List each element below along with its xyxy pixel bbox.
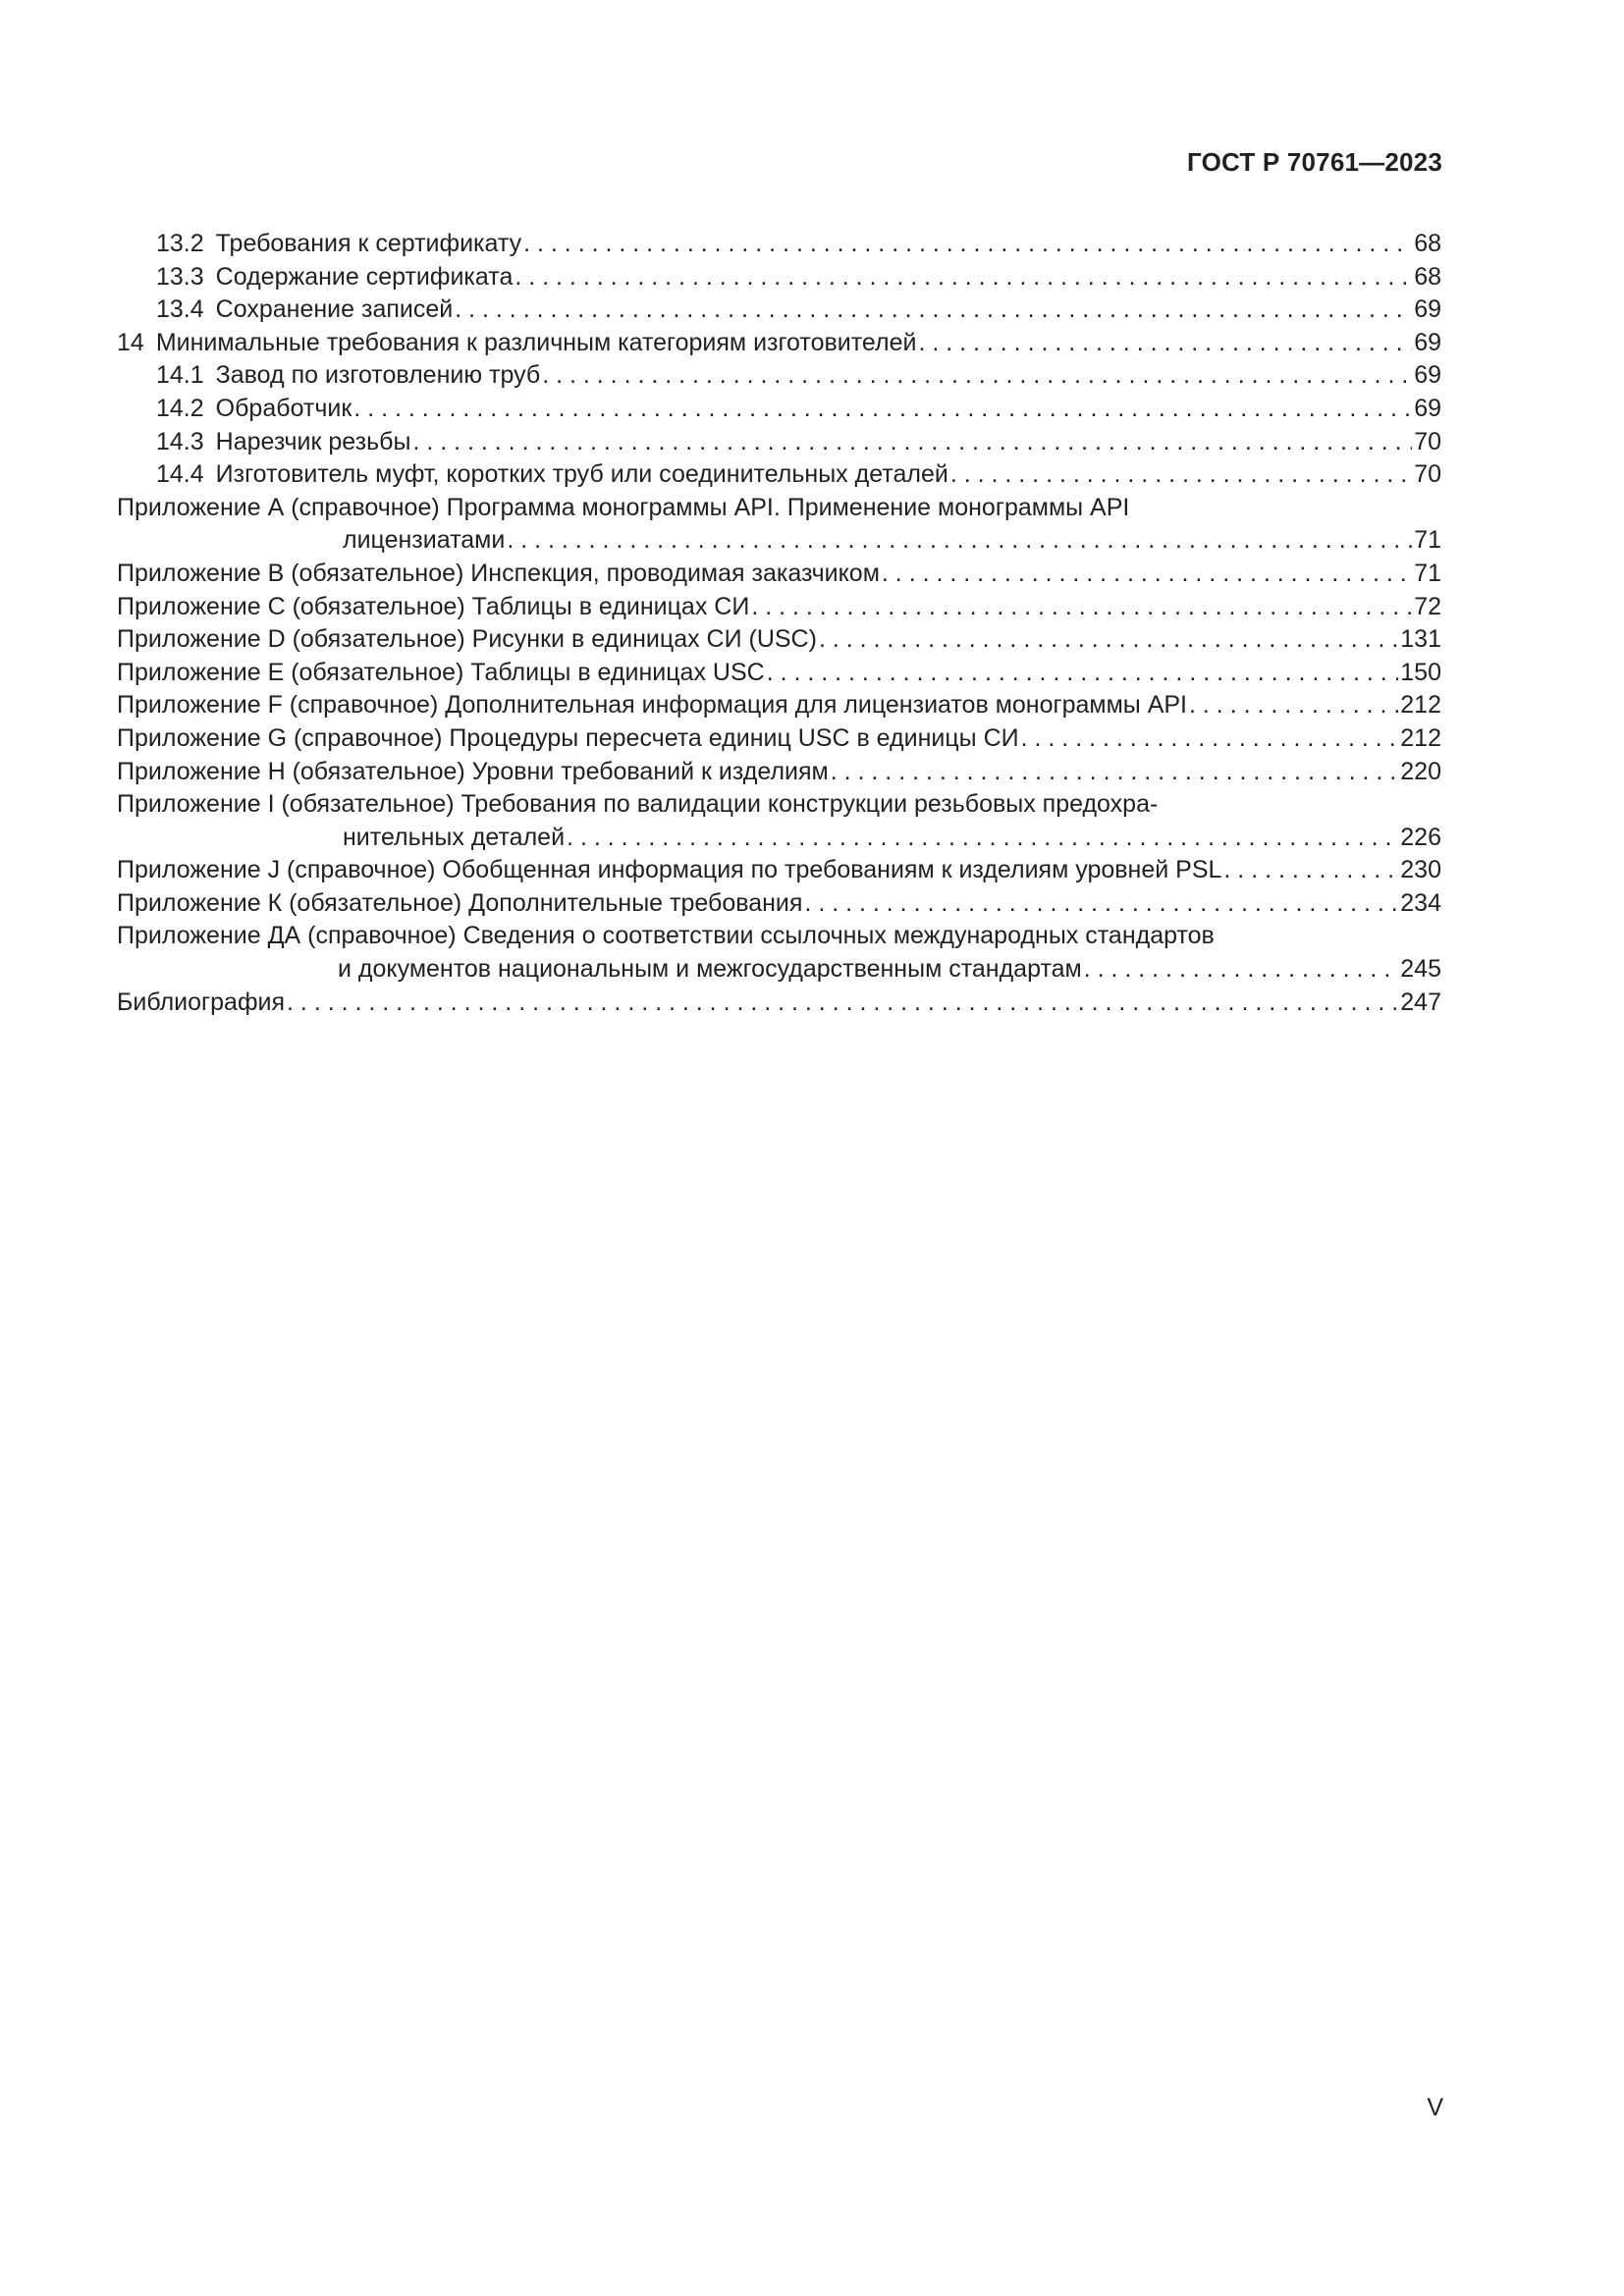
toc-entry-text: Требования к сертификату [215, 230, 522, 257]
toc-entry[interactable] [117, 359, 1441, 393]
toc-entry-title [117, 591, 749, 624]
document-code: ГОСТ Р 70761—2023 [1187, 147, 1442, 177]
toc-entry-text: Изготовитель муфт, коротких труб или соединительных деталей [215, 460, 948, 489]
toc-entry-text: Приложение J (справочное) Обобщенная информация по требованиям к изделиям уровней PSL [117, 856, 1222, 884]
toc-entry-title [117, 788, 1441, 822]
toc-entry-title [156, 393, 352, 426]
toc-entry-title [338, 953, 1082, 987]
toc-entry-number: 14.4 [156, 460, 204, 489]
toc-entry[interactable] [117, 623, 1441, 657]
toc-entry-page: 69 [1414, 328, 1441, 356]
page-number: V [1427, 2094, 1443, 2121]
toc-entry-text: Приложение В (обязательное) Инспекция, проводимая заказчиком [117, 559, 880, 587]
dot-leader [804, 887, 1398, 921]
toc-entry[interactable] [117, 458, 1441, 492]
toc-entry-page: 212 [1400, 691, 1441, 720]
toc-entry[interactable] [117, 591, 1441, 624]
toc-entry-page: 150 [1400, 658, 1441, 686]
toc-entry-page: 245 [1400, 955, 1441, 984]
toc-entry-title [343, 822, 565, 855]
toc-entry-title [343, 524, 505, 558]
toc-entry-text: Приложение G (справочное) Процедуры пересчета единиц USC в единицы СИ [117, 723, 1019, 752]
toc-entry[interactable] [117, 393, 1441, 426]
toc-entry-number: 13.4 [156, 295, 204, 324]
toc-entry-page: 226 [1400, 823, 1441, 851]
dot-leader [567, 822, 1398, 855]
dot-leader [950, 458, 1412, 492]
toc-entry-title [117, 689, 1187, 722]
toc-entry-title [117, 492, 1441, 525]
dot-leader [767, 657, 1399, 690]
toc-entry-text: Библиография [117, 988, 286, 1016]
dot-leader [1021, 722, 1399, 756]
dot-leader [918, 327, 1412, 360]
toc-entry-page: 234 [1400, 888, 1441, 917]
toc-entry-page: 69 [1414, 295, 1441, 324]
toc-entry-title [156, 359, 540, 393]
toc-entry-text: Приложение Е (обязательное) Таблицы в единицах USC [117, 658, 765, 686]
toc-entry-page: 131 [1400, 625, 1441, 654]
toc-entry[interactable] [117, 492, 1441, 525]
toc-entry-title [117, 756, 829, 789]
toc-entry-page: 230 [1400, 856, 1441, 884]
toc-entry-page: 72 [1414, 592, 1441, 620]
toc-entry-text: Приложение ДА (справочное) Сведения о соответствии ссылочных международных стандартов [117, 922, 1215, 950]
dot-leader [1189, 689, 1398, 722]
toc-entry[interactable] [117, 756, 1441, 789]
toc-entry[interactable] [117, 524, 1441, 558]
toc-entry[interactable] [117, 722, 1441, 756]
toc-entry-title [117, 327, 916, 360]
toc-entry-text: и документов национальным и межгосударственным стандартам [338, 955, 1082, 984]
toc-entry-title [117, 722, 1019, 756]
toc-entry-page: 69 [1414, 361, 1441, 390]
toc-entry-page: 68 [1414, 230, 1441, 257]
toc-entry-text: Приложение С (обязательное) Таблицы в единицах СИ [117, 592, 750, 620]
toc-entry[interactable] [117, 822, 1441, 855]
toc-entry[interactable] [117, 887, 1441, 921]
toc-entry-title [156, 458, 948, 492]
toc-entry-text: Минимальные требования к различным категориям изготовителей [155, 328, 917, 356]
toc-entry[interactable] [117, 920, 1441, 953]
toc-entry[interactable] [117, 327, 1441, 360]
dot-leader [514, 261, 1412, 294]
toc-entry-page: 71 [1414, 559, 1441, 587]
toc-entry-title [117, 920, 1441, 953]
dot-leader [1223, 854, 1398, 887]
toc-entry-page: 247 [1400, 988, 1441, 1016]
toc-entry-title [117, 854, 1221, 887]
toc-entry-title [117, 558, 880, 591]
dot-leader [542, 359, 1412, 393]
dot-leader [882, 558, 1412, 591]
toc-entry-page: 71 [1414, 526, 1441, 555]
dot-leader [831, 756, 1399, 789]
toc-entry[interactable] [117, 657, 1441, 690]
toc-entry-title [117, 887, 802, 921]
dot-leader [819, 623, 1398, 657]
toc-entry-number: 13.3 [156, 262, 204, 291]
toc-entry[interactable] [117, 953, 1441, 987]
toc-entry-text: нительных деталей [343, 823, 566, 851]
toc-entry-number: 14.3 [156, 427, 204, 455]
dot-leader [1084, 953, 1399, 987]
toc-entry[interactable] [117, 689, 1441, 722]
toc-entry-text: Приложение D (обязательное) Рисунки в единицах СИ (USC) [117, 625, 817, 654]
toc-entry-title [156, 426, 410, 459]
toc-entry-number: 14.2 [156, 394, 204, 422]
toc-entry-title [156, 294, 453, 327]
toc-entry-title [117, 623, 817, 657]
toc-entry-text: Обработчик [215, 394, 352, 422]
toc-entry-text: Приложение А (справочное) Программа монограммы API. Применение монограммы API [117, 493, 1130, 521]
toc-entry-text: Сохранение записей [215, 295, 454, 324]
toc-entry-page: 220 [1400, 757, 1441, 785]
toc-entry-number: 14 [117, 328, 144, 356]
toc-entry-number: 14.1 [156, 361, 204, 390]
toc-entry[interactable] [117, 987, 1441, 1020]
toc-entry-title [117, 987, 285, 1020]
toc-entry-text: Завод по изготовлению труб [215, 361, 541, 390]
toc-entry-page: 70 [1414, 460, 1441, 489]
toc-entry-page: 70 [1414, 427, 1441, 455]
toc-entry-page: 69 [1414, 394, 1441, 422]
toc-entry-page: 68 [1414, 262, 1441, 291]
toc-entry-title [156, 228, 521, 261]
toc-entry[interactable] [117, 558, 1441, 591]
toc-entry-text: Приложение Н (обязательное) Уровни требований к изделиям [117, 757, 829, 785]
toc-entry[interactable] [117, 788, 1441, 822]
toc-entry-title [117, 657, 765, 690]
toc-entry[interactable] [117, 426, 1441, 459]
dot-leader [751, 591, 1412, 624]
toc-entry[interactable] [117, 228, 1441, 261]
dot-leader [455, 294, 1412, 327]
dot-leader [412, 426, 1412, 459]
toc-entry-title [156, 261, 513, 294]
table-of-contents [117, 228, 1441, 1019]
dot-leader [523, 228, 1412, 261]
dot-leader [287, 987, 1398, 1020]
toc-entry[interactable] [117, 294, 1441, 327]
toc-entry-text: лицензиатами [343, 526, 506, 555]
toc-entry-text: Приложение К (обязательное) Дополнительные требования [117, 888, 803, 917]
toc-entry-page: 212 [1400, 723, 1441, 752]
toc-entry[interactable] [117, 261, 1441, 294]
toc-entry-number: 13.2 [156, 230, 204, 257]
dot-leader [507, 524, 1412, 558]
toc-entry-text: Содержание сертификата [215, 262, 514, 291]
toc-entry-text: Приложение I (обязательное) Требования по валидации конструкции резьбовых предохра- [117, 790, 1159, 819]
toc-entry-text: Нарезчик резьбы [215, 427, 411, 455]
dot-leader [353, 393, 1412, 426]
toc-entry-text: Приложение F (справочное) Дополнительная информация для лицензиатов монограммы API [117, 691, 1188, 720]
toc-entry[interactable] [117, 854, 1441, 887]
